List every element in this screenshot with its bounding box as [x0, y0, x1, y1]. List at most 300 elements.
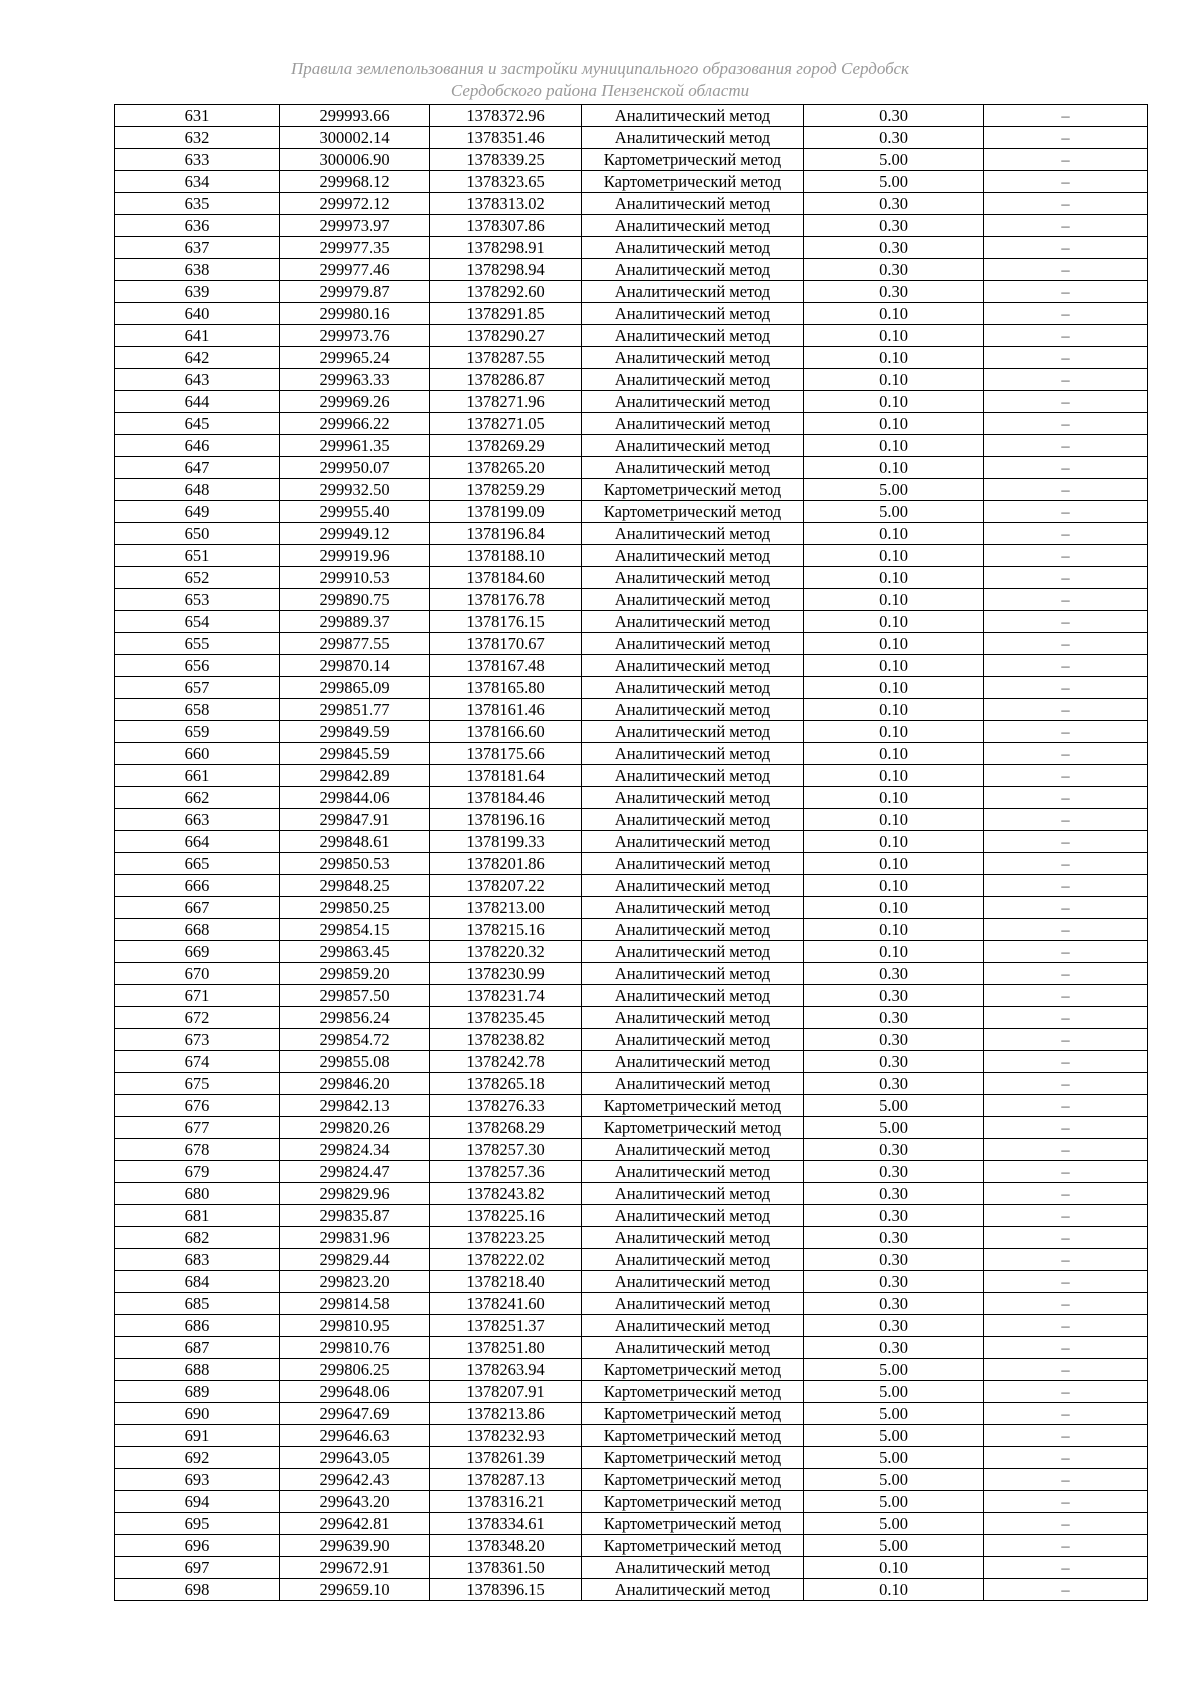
point-number-cell: 698 — [115, 1579, 280, 1601]
accuracy-cell: 0.30 — [804, 963, 984, 985]
note-cell: – — [984, 655, 1148, 677]
table-row — [115, 655, 1148, 677]
note-cell: – — [984, 1249, 1148, 1271]
x-coordinate-cell: 299972.12 — [280, 193, 430, 215]
note-cell: – — [984, 1491, 1148, 1513]
accuracy-cell: 0.30 — [804, 193, 984, 215]
note-cell: – — [984, 743, 1148, 765]
table-row — [115, 1579, 1148, 1601]
table-row — [115, 985, 1148, 1007]
x-coordinate-cell: 299919.96 — [280, 545, 430, 567]
method-cell: Аналитический метод — [582, 567, 804, 589]
point-number-cell: 683 — [115, 1249, 280, 1271]
point-number-cell: 652 — [115, 567, 280, 589]
x-coordinate-cell: 299854.15 — [280, 919, 430, 941]
point-number-cell: 650 — [115, 523, 280, 545]
point-number-cell: 679 — [115, 1161, 280, 1183]
method-cell: Аналитический метод — [582, 743, 804, 765]
y-coordinate-cell: 1378215.16 — [430, 919, 582, 941]
point-number-cell: 680 — [115, 1183, 280, 1205]
method-cell: Аналитический метод — [582, 699, 804, 721]
point-number-cell: 653 — [115, 589, 280, 611]
point-number-cell: 658 — [115, 699, 280, 721]
method-cell: Аналитический метод — [582, 1293, 804, 1315]
note-cell: – — [984, 1513, 1148, 1535]
table-row — [115, 237, 1148, 259]
point-number-cell: 664 — [115, 831, 280, 853]
note-cell: – — [984, 1007, 1148, 1029]
y-coordinate-cell: 1378220.32 — [430, 941, 582, 963]
method-cell: Аналитический метод — [582, 919, 804, 941]
accuracy-cell: 0.30 — [804, 1139, 984, 1161]
method-cell: Картометрический метод — [582, 1469, 804, 1491]
x-coordinate-cell: 299642.81 — [280, 1513, 430, 1535]
y-coordinate-cell: 1378207.22 — [430, 875, 582, 897]
point-number-cell: 677 — [115, 1117, 280, 1139]
table-row — [115, 1205, 1148, 1227]
y-coordinate-cell: 1378170.67 — [430, 633, 582, 655]
y-coordinate-cell: 1378323.65 — [430, 171, 582, 193]
point-number-cell: 634 — [115, 171, 280, 193]
note-cell: – — [984, 1403, 1148, 1425]
y-coordinate-cell: 1378213.86 — [430, 1403, 582, 1425]
note-cell: – — [984, 1161, 1148, 1183]
note-cell: – — [984, 149, 1148, 171]
table-row — [115, 831, 1148, 853]
method-cell: Аналитический метод — [582, 897, 804, 919]
y-coordinate-cell: 1378218.40 — [430, 1271, 582, 1293]
note-cell: – — [984, 457, 1148, 479]
point-number-cell: 672 — [115, 1007, 280, 1029]
table-row — [115, 501, 1148, 523]
point-number-cell: 692 — [115, 1447, 280, 1469]
y-coordinate-cell: 1378184.60 — [430, 567, 582, 589]
point-number-cell: 691 — [115, 1425, 280, 1447]
note-cell: – — [984, 1425, 1148, 1447]
method-cell: Аналитический метод — [582, 963, 804, 985]
table-row — [115, 1227, 1148, 1249]
table-row — [115, 567, 1148, 589]
note-cell: – — [984, 941, 1148, 963]
note-cell: – — [984, 919, 1148, 941]
accuracy-cell: 0.10 — [804, 831, 984, 853]
point-number-cell: 661 — [115, 765, 280, 787]
table-row — [115, 1403, 1148, 1425]
point-number-cell: 688 — [115, 1359, 280, 1381]
table-row — [115, 1271, 1148, 1293]
y-coordinate-cell: 1378196.84 — [430, 523, 582, 545]
x-coordinate-cell: 299863.45 — [280, 941, 430, 963]
method-cell: Аналитический метод — [582, 1271, 804, 1293]
note-cell: – — [984, 589, 1148, 611]
method-cell: Аналитический метод — [582, 413, 804, 435]
table-row — [115, 171, 1148, 193]
x-coordinate-cell: 299965.24 — [280, 347, 430, 369]
method-cell: Аналитический метод — [582, 215, 804, 237]
note-cell: – — [984, 831, 1148, 853]
method-cell: Аналитический метод — [582, 765, 804, 787]
method-cell: Аналитический метод — [582, 523, 804, 545]
point-number-cell: 681 — [115, 1205, 280, 1227]
x-coordinate-cell: 299932.50 — [280, 479, 430, 501]
method-cell: Аналитический метод — [582, 787, 804, 809]
point-number-cell: 648 — [115, 479, 280, 501]
y-coordinate-cell: 1378269.29 — [430, 435, 582, 457]
table-row — [115, 347, 1148, 369]
table-row — [115, 457, 1148, 479]
accuracy-cell: 0.10 — [804, 809, 984, 831]
method-cell: Аналитический метод — [582, 259, 804, 281]
point-number-cell: 686 — [115, 1315, 280, 1337]
x-coordinate-cell: 299848.61 — [280, 831, 430, 853]
x-coordinate-cell: 299829.44 — [280, 1249, 430, 1271]
accuracy-cell: 0.10 — [804, 523, 984, 545]
x-coordinate-cell: 299963.33 — [280, 369, 430, 391]
method-cell: Аналитический метод — [582, 1161, 804, 1183]
y-coordinate-cell: 1378287.13 — [430, 1469, 582, 1491]
table-row — [115, 1469, 1148, 1491]
y-coordinate-cell: 1378188.10 — [430, 545, 582, 567]
note-cell: – — [984, 259, 1148, 281]
table-row — [115, 1073, 1148, 1095]
y-coordinate-cell: 1378165.80 — [430, 677, 582, 699]
table-row — [115, 963, 1148, 985]
accuracy-cell: 5.00 — [804, 1425, 984, 1447]
note-cell: – — [984, 1117, 1148, 1139]
point-number-cell: 684 — [115, 1271, 280, 1293]
method-cell: Картометрический метод — [582, 1359, 804, 1381]
accuracy-cell: 0.10 — [804, 941, 984, 963]
table-row — [115, 1557, 1148, 1579]
y-coordinate-cell: 1378290.27 — [430, 325, 582, 347]
method-cell: Аналитический метод — [582, 127, 804, 149]
method-cell: Аналитический метод — [582, 831, 804, 853]
point-number-cell: 632 — [115, 127, 280, 149]
accuracy-cell: 5.00 — [804, 1359, 984, 1381]
x-coordinate-cell: 299889.37 — [280, 611, 430, 633]
x-coordinate-cell: 299949.12 — [280, 523, 430, 545]
table-row — [115, 325, 1148, 347]
accuracy-cell: 0.30 — [804, 1337, 984, 1359]
y-coordinate-cell: 1378238.82 — [430, 1029, 582, 1051]
x-coordinate-cell: 299829.96 — [280, 1183, 430, 1205]
y-coordinate-cell: 1378222.02 — [430, 1249, 582, 1271]
x-coordinate-cell: 299977.35 — [280, 237, 430, 259]
table-row — [115, 1359, 1148, 1381]
note-cell: – — [984, 985, 1148, 1007]
point-number-cell: 697 — [115, 1557, 280, 1579]
accuracy-cell: 0.10 — [804, 369, 984, 391]
y-coordinate-cell: 1378213.00 — [430, 897, 582, 919]
method-cell: Картометрический метод — [582, 1425, 804, 1447]
x-coordinate-cell: 299851.77 — [280, 699, 430, 721]
note-cell: – — [984, 1557, 1148, 1579]
method-cell: Аналитический метод — [582, 1227, 804, 1249]
table-row — [115, 1029, 1148, 1051]
point-number-cell: 644 — [115, 391, 280, 413]
note-cell: – — [984, 1183, 1148, 1205]
x-coordinate-cell: 299979.87 — [280, 281, 430, 303]
point-number-cell: 646 — [115, 435, 280, 457]
note-cell: – — [984, 545, 1148, 567]
accuracy-cell: 0.10 — [804, 303, 984, 325]
accuracy-cell: 0.30 — [804, 985, 984, 1007]
y-coordinate-cell: 1378257.36 — [430, 1161, 582, 1183]
point-number-cell: 651 — [115, 545, 280, 567]
accuracy-cell: 0.10 — [804, 677, 984, 699]
table-row — [115, 919, 1148, 941]
point-number-cell: 662 — [115, 787, 280, 809]
point-number-cell: 670 — [115, 963, 280, 985]
accuracy-cell: 5.00 — [804, 479, 984, 501]
method-cell: Аналитический метод — [582, 303, 804, 325]
table-row — [115, 1007, 1148, 1029]
table-row — [115, 479, 1148, 501]
x-coordinate-cell: 299810.76 — [280, 1337, 430, 1359]
y-coordinate-cell: 1378265.20 — [430, 457, 582, 479]
accuracy-cell: 0.10 — [804, 567, 984, 589]
x-coordinate-cell: 299814.58 — [280, 1293, 430, 1315]
method-cell: Аналитический метод — [582, 237, 804, 259]
table-row — [115, 1117, 1148, 1139]
x-coordinate-cell: 300002.14 — [280, 127, 430, 149]
y-coordinate-cell: 1378291.85 — [430, 303, 582, 325]
x-coordinate-cell: 299969.26 — [280, 391, 430, 413]
x-coordinate-cell: 299849.59 — [280, 721, 430, 743]
x-coordinate-cell: 299648.06 — [280, 1381, 430, 1403]
table-row — [115, 1095, 1148, 1117]
x-coordinate-cell: 299646.63 — [280, 1425, 430, 1447]
note-cell: – — [984, 281, 1148, 303]
accuracy-cell: 0.10 — [804, 853, 984, 875]
note-cell: – — [984, 1337, 1148, 1359]
method-cell: Аналитический метод — [582, 1315, 804, 1337]
method-cell: Картометрический метод — [582, 501, 804, 523]
note-cell: – — [984, 479, 1148, 501]
x-coordinate-cell: 299844.06 — [280, 787, 430, 809]
note-cell: – — [984, 1073, 1148, 1095]
method-cell: Аналитический метод — [582, 633, 804, 655]
point-number-cell: 676 — [115, 1095, 280, 1117]
table-row — [115, 545, 1148, 567]
y-coordinate-cell: 1378372.96 — [430, 105, 582, 127]
table-row — [115, 1535, 1148, 1557]
y-coordinate-cell: 1378261.39 — [430, 1447, 582, 1469]
method-cell: Аналитический метод — [582, 325, 804, 347]
y-coordinate-cell: 1378271.96 — [430, 391, 582, 413]
method-cell: Аналитический метод — [582, 457, 804, 479]
x-coordinate-cell: 299859.20 — [280, 963, 430, 985]
accuracy-cell: 5.00 — [804, 1513, 984, 1535]
note-cell: – — [984, 523, 1148, 545]
y-coordinate-cell: 1378251.37 — [430, 1315, 582, 1337]
note-cell: – — [984, 1139, 1148, 1161]
y-coordinate-cell: 1378175.66 — [430, 743, 582, 765]
x-coordinate-cell: 299857.50 — [280, 985, 430, 1007]
x-coordinate-cell: 299955.40 — [280, 501, 430, 523]
method-cell: Аналитический метод — [582, 1205, 804, 1227]
y-coordinate-cell: 1378207.91 — [430, 1381, 582, 1403]
accuracy-cell: 0.10 — [804, 721, 984, 743]
accuracy-cell: 5.00 — [804, 1447, 984, 1469]
accuracy-cell: 5.00 — [804, 1381, 984, 1403]
coordinates-table-body — [115, 105, 1148, 1601]
point-number-cell: 668 — [115, 919, 280, 941]
x-coordinate-cell: 300006.90 — [280, 149, 430, 171]
y-coordinate-cell: 1378223.25 — [430, 1227, 582, 1249]
x-coordinate-cell: 299865.09 — [280, 677, 430, 699]
accuracy-cell: 0.30 — [804, 1293, 984, 1315]
x-coordinate-cell: 299672.91 — [280, 1557, 430, 1579]
note-cell: – — [984, 171, 1148, 193]
accuracy-cell: 5.00 — [804, 1491, 984, 1513]
accuracy-cell: 0.10 — [804, 325, 984, 347]
y-coordinate-cell: 1378334.61 — [430, 1513, 582, 1535]
note-cell: – — [984, 1535, 1148, 1557]
x-coordinate-cell: 299647.69 — [280, 1403, 430, 1425]
method-cell: Аналитический метод — [582, 391, 804, 413]
note-cell: – — [984, 787, 1148, 809]
accuracy-cell: 0.30 — [804, 281, 984, 303]
y-coordinate-cell: 1378265.18 — [430, 1073, 582, 1095]
y-coordinate-cell: 1378286.87 — [430, 369, 582, 391]
table-row — [115, 105, 1148, 127]
x-coordinate-cell: 299910.53 — [280, 567, 430, 589]
accuracy-cell: 0.30 — [804, 1007, 984, 1029]
accuracy-cell: 5.00 — [804, 501, 984, 523]
note-cell: – — [984, 611, 1148, 633]
table-row — [115, 1447, 1148, 1469]
table-row — [115, 853, 1148, 875]
y-coordinate-cell: 1378184.46 — [430, 787, 582, 809]
method-cell: Картометрический метод — [582, 479, 804, 501]
method-cell: Картометрический метод — [582, 1491, 804, 1513]
method-cell: Аналитический метод — [582, 1073, 804, 1095]
accuracy-cell: 5.00 — [804, 1117, 984, 1139]
table-row — [115, 1249, 1148, 1271]
table-row — [115, 743, 1148, 765]
table-row — [115, 1051, 1148, 1073]
y-coordinate-cell: 1378231.74 — [430, 985, 582, 1007]
accuracy-cell: 0.10 — [804, 413, 984, 435]
accuracy-cell: 0.10 — [804, 897, 984, 919]
point-number-cell: 631 — [115, 105, 280, 127]
y-coordinate-cell: 1378257.30 — [430, 1139, 582, 1161]
table-row — [115, 281, 1148, 303]
method-cell: Картометрический метод — [582, 1095, 804, 1117]
page-header-line-2: Сердобского района Пензенской области — [450, 81, 750, 100]
accuracy-cell: 0.30 — [804, 1315, 984, 1337]
method-cell: Аналитический метод — [582, 369, 804, 391]
method-cell: Аналитический метод — [582, 347, 804, 369]
accuracy-cell: 0.10 — [804, 435, 984, 457]
accuracy-cell: 0.30 — [804, 237, 984, 259]
accuracy-cell: 0.10 — [804, 919, 984, 941]
x-coordinate-cell: 299877.55 — [280, 633, 430, 655]
note-cell: – — [984, 413, 1148, 435]
table-row — [115, 1337, 1148, 1359]
table-row — [115, 435, 1148, 457]
y-coordinate-cell: 1378201.86 — [430, 853, 582, 875]
table-row — [115, 1491, 1148, 1513]
table-row — [115, 941, 1148, 963]
method-cell: Аналитический метод — [582, 941, 804, 963]
table-row — [115, 1161, 1148, 1183]
note-cell: – — [984, 325, 1148, 347]
point-number-cell: 633 — [115, 149, 280, 171]
x-coordinate-cell: 299973.97 — [280, 215, 430, 237]
note-cell: – — [984, 1205, 1148, 1227]
table-row — [115, 809, 1148, 831]
point-number-cell: 657 — [115, 677, 280, 699]
x-coordinate-cell: 299855.08 — [280, 1051, 430, 1073]
table-row — [115, 875, 1148, 897]
point-number-cell: 695 — [115, 1513, 280, 1535]
note-cell: – — [984, 1293, 1148, 1315]
point-number-cell: 678 — [115, 1139, 280, 1161]
x-coordinate-cell: 299823.20 — [280, 1271, 430, 1293]
accuracy-cell: 0.30 — [804, 1249, 984, 1271]
note-cell: – — [984, 875, 1148, 897]
point-number-cell: 647 — [115, 457, 280, 479]
note-cell: – — [984, 435, 1148, 457]
accuracy-cell: 0.10 — [804, 655, 984, 677]
page-header-line-1: Правила землепользования и застройки муниципального образования город Сердобск — [290, 59, 909, 78]
point-number-cell: 696 — [115, 1535, 280, 1557]
note-cell: – — [984, 501, 1148, 523]
y-coordinate-cell: 1378268.29 — [430, 1117, 582, 1139]
point-number-cell: 640 — [115, 303, 280, 325]
y-coordinate-cell: 1378396.15 — [430, 1579, 582, 1601]
x-coordinate-cell: 299846.20 — [280, 1073, 430, 1095]
x-coordinate-cell: 299831.96 — [280, 1227, 430, 1249]
x-coordinate-cell: 299847.91 — [280, 809, 430, 831]
note-cell: – — [984, 105, 1148, 127]
point-number-cell: 667 — [115, 897, 280, 919]
y-coordinate-cell: 1378176.15 — [430, 611, 582, 633]
x-coordinate-cell: 299842.89 — [280, 765, 430, 787]
point-number-cell: 643 — [115, 369, 280, 391]
accuracy-cell: 0.10 — [804, 743, 984, 765]
point-number-cell: 649 — [115, 501, 280, 523]
table-row — [115, 1381, 1148, 1403]
table-row — [115, 1315, 1148, 1337]
method-cell: Аналитический метод — [582, 1557, 804, 1579]
x-coordinate-cell: 299968.12 — [280, 171, 430, 193]
table-row — [115, 765, 1148, 787]
point-number-cell: 687 — [115, 1337, 280, 1359]
note-cell: – — [984, 369, 1148, 391]
accuracy-cell: 0.30 — [804, 1183, 984, 1205]
x-coordinate-cell: 299659.10 — [280, 1579, 430, 1601]
y-coordinate-cell: 1378176.78 — [430, 589, 582, 611]
method-cell: Аналитический метод — [582, 1051, 804, 1073]
y-coordinate-cell: 1378287.55 — [430, 347, 582, 369]
x-coordinate-cell: 299639.90 — [280, 1535, 430, 1557]
y-coordinate-cell: 1378230.99 — [430, 963, 582, 985]
accuracy-cell: 0.30 — [804, 1029, 984, 1051]
x-coordinate-cell: 299890.75 — [280, 589, 430, 611]
y-coordinate-cell: 1378307.86 — [430, 215, 582, 237]
note-cell: – — [984, 193, 1148, 215]
point-number-cell: 673 — [115, 1029, 280, 1051]
table-row — [115, 1139, 1148, 1161]
method-cell: Аналитический метод — [582, 1249, 804, 1271]
point-number-cell: 638 — [115, 259, 280, 281]
x-coordinate-cell: 299870.14 — [280, 655, 430, 677]
y-coordinate-cell: 1378232.93 — [430, 1425, 582, 1447]
method-cell: Картометрический метод — [582, 1535, 804, 1557]
